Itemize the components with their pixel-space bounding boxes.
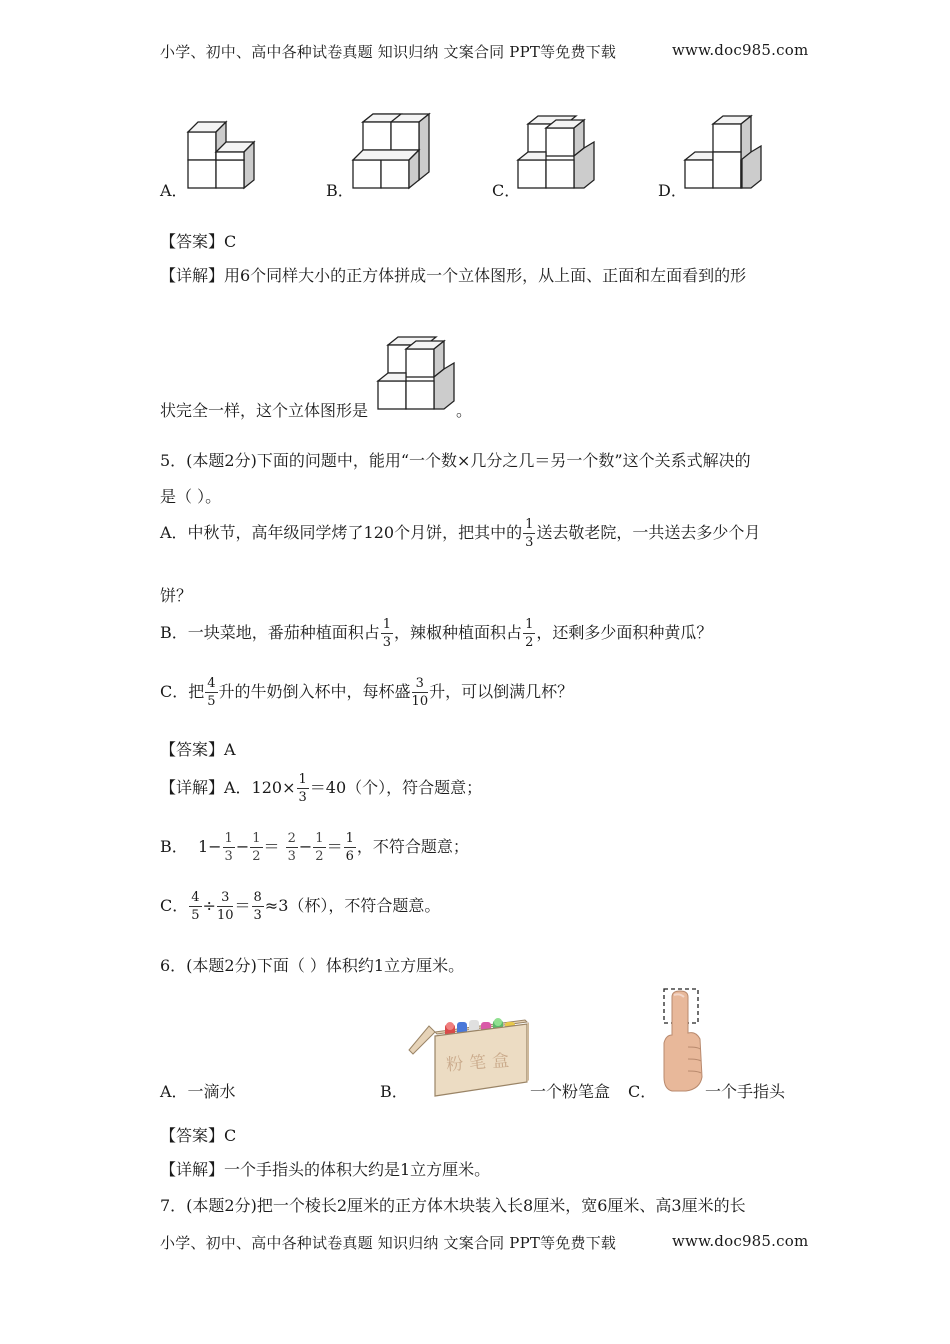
q4-answer: 【答案】C <box>160 232 237 251</box>
q5-c-fraction2: $\frac{3}{10}$ <box>411 676 429 709</box>
q5-detail-c <box>160 891 440 922</box>
q5-option-c <box>160 677 573 708</box>
q6-answer: 【答案】C <box>160 1126 237 1145</box>
q5-c-text3: 升，可以倒满几杯？ <box>429 682 574 701</box>
q5-option-b <box>160 618 712 649</box>
q5-b-fraction1: $\frac{1}{3}$ <box>382 617 392 650</box>
footer-url: www.doc985.com <box>672 1232 809 1250</box>
q5-d3-div: ÷ <box>202 896 216 915</box>
q6-option-b-text: 一个粉笔盒 <box>530 1082 611 1101</box>
thumb-image <box>660 985 710 1095</box>
chalk-box-label: 粉笔盒 <box>445 1050 516 1076</box>
q6-stem: 6．(本题2分)下面（ ）体积约1立方厘米。 <box>160 956 465 975</box>
q5-d2-label: B． <box>160 837 188 856</box>
q5-b-text1: B．一块菜地，番茄种植面积占 <box>160 623 380 642</box>
q5-d1-fraction: $\frac{1}{3}$ <box>298 772 307 805</box>
q5-d2-end: ，不符合题意； <box>356 837 469 856</box>
footer-left: 小学、初中、高中各种试卷真题 知识归纳 文案合同 PPT等免费下载 <box>160 1234 617 1252</box>
q5-d2-minus1: − <box>235 837 250 856</box>
q5-answer: 【答案】A <box>160 740 236 759</box>
q4-option-d-figure <box>685 112 765 192</box>
q4-option-a-figure <box>188 112 268 192</box>
q5-option-a <box>160 518 760 549</box>
q5-c-fraction1: $\frac{4}{5}$ <box>207 676 216 709</box>
q5-a-fraction: $\frac{1}{3}$ <box>525 517 534 550</box>
q5-b-fraction2: $\frac{1}{2}$ <box>525 617 534 650</box>
q5-d1-text2: ＝40（个），符合题意； <box>309 778 483 797</box>
q5-a-text2: 送去敬老院，一共送去多少个月 <box>536 523 761 542</box>
q5-d2-one: 1− <box>197 837 222 856</box>
q5-b-text3: ，还剩多少面积种黄瓜？ <box>536 623 713 642</box>
q4-option-b: B． <box>326 181 354 200</box>
q5-b-text2: ，辣椒种植面积占 <box>394 623 523 642</box>
q5-d2-eq2: ＝ <box>326 837 343 856</box>
q7-stem: 7．(本题2分)把一个棱长2厘米的正方体木块装入长8厘米，宽6厘米、高3厘米的长 <box>160 1196 746 1215</box>
q4-option-c-figure <box>518 112 598 192</box>
q5-a-text1: A．中秋节，高年级同学烤了120个月饼，把其中的 <box>160 523 523 542</box>
q5-d3-label: C． <box>160 896 189 915</box>
q5-d3-fraction1: $\frac{4}{5}$ <box>191 890 200 923</box>
q4-detail-period: 。 <box>456 401 473 420</box>
q5-d2-eq1: ＝ <box>263 837 280 856</box>
q5-option-a-line2: 饼？ <box>160 586 193 605</box>
q5-stem-line1: 5．(本题2分)下面的问题中，能用“一个数×几分之几＝另一个数”这个关系式解决的 <box>160 451 751 470</box>
q6-detail: 【详解】一个手指头的体积大约是1立方厘米。 <box>160 1160 491 1179</box>
q6-option-a: A．一滴水 <box>160 1082 236 1101</box>
q6-option-c-label: C． <box>628 1082 657 1101</box>
q5-d1-text1: 【详解】A．120× <box>160 778 296 797</box>
q4-detail-line1: 【详解】用6个同样大小的正方体拼成一个立体图形，从上面、正面和左面看到的形 <box>160 266 747 285</box>
q4-option-b-figure <box>353 112 433 192</box>
q5-d3-fraction2: $\frac{3}{10}$ <box>216 890 234 923</box>
q5-stem-line2: 是（ ）。 <box>160 487 222 506</box>
q5-detail-a <box>160 773 482 804</box>
q5-d3-fraction3: $\frac{8}{3}$ <box>253 890 262 923</box>
q5-d2-fraction2: $\frac{1}{2}$ <box>252 831 261 864</box>
q4-option-d: D． <box>658 181 687 200</box>
page-header <box>160 41 616 62</box>
q6-option-c-text: 一个手指头 <box>705 1082 786 1101</box>
q5-d3-eq: ＝ <box>234 896 251 915</box>
header-left: 小学、初中、高中各种试卷真题 知识归纳 文案合同 PPT等免费下载 <box>160 43 617 61</box>
q5-detail-b <box>160 832 469 863</box>
q5-c-text1: C．把 <box>160 682 205 701</box>
q5-c-text2: 升的牛奶倒入杯中，每杯盛 <box>218 682 411 701</box>
header-url: www.doc985.com <box>672 41 809 59</box>
q4-detail-line2: 状完全一样，这个立体图形是 <box>160 401 369 420</box>
q4-option-c: C． <box>492 181 521 200</box>
q5-d2-fraction4: $\frac{1}{2}$ <box>315 831 324 864</box>
q4-option-a: A． <box>160 181 188 200</box>
q5-d2-fraction1: $\frac{1}{3}$ <box>224 831 233 864</box>
q5-d3-end: ≈3（杯），不符合题意。 <box>264 896 441 915</box>
q5-d2-minus2: − <box>298 837 313 856</box>
q5-d2-fraction5: $\frac{1}{6}$ <box>345 831 354 864</box>
q4-detail-figure <box>378 333 458 413</box>
q5-d2-fraction3: $\frac{2}{3}$ <box>287 831 296 864</box>
q6-option-b-label: B． <box>380 1082 408 1101</box>
